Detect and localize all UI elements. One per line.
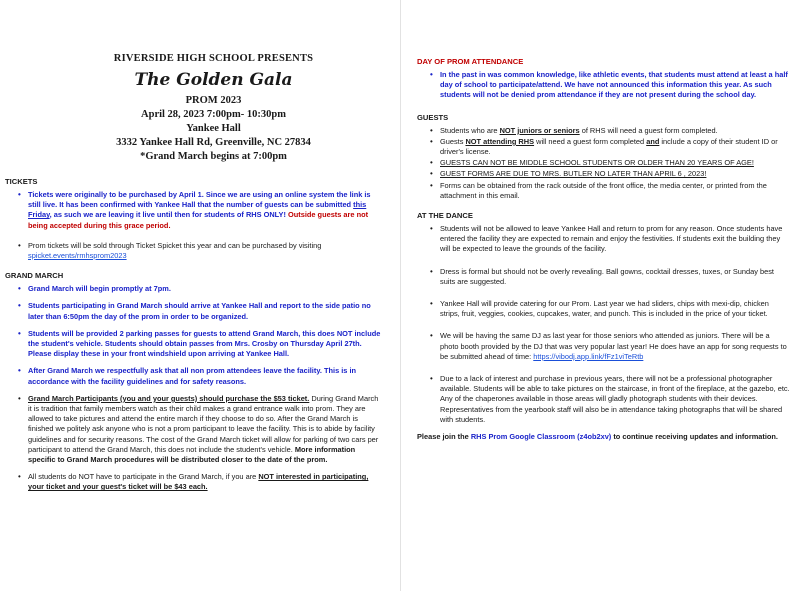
at-the-dance-heading: AT THE DANCE xyxy=(417,211,473,221)
list-item: • In the past in was common knowledge, like athletic events, that students must attend at least a half day of school to participate/attend. We have not announced this information this year. As such students will not be denied prom attendance if they are not present during the school day. xyxy=(440,70,790,101)
list-item: • Dress is formal but should not be overly revealing. Ball gowns, cocktail dresses, tuxes, or Sunday best suits are suggested. xyxy=(440,267,790,287)
school-presents: RIVERSIDE HIGH SCHOOL PRESENTS xyxy=(113,53,314,64)
list-item: • Students who are NOT juniors or seniors of RHS will need a guest form completed. xyxy=(440,126,790,136)
venue-address: 3332 Yankee Hall Rd, Greenville, NC 27834 xyxy=(116,137,311,148)
event-title: The Golden Gala xyxy=(134,70,293,90)
list-item: • Grand March Participants (you and your guests) should purchase the $53 ticket. During Grand March it is tradition that family members watch as their child makes a grand entrance walk into prom. They are allowed to take pictures and attend the entire march if they choose to do so. After the Grand March is finished we politely ask anyone who is not a prom participant to leave the facility. This is to abide by facility guidelines and for security reasons. The cost of the Grand March ticket will allow for parking of two cars per participant to attend the Grand March, this does not include the student's vehicle. More information specific to Grand March procedures will be distributed closer to the date of the prom. xyxy=(28,394,382,465)
prom-year: PROM 2023 xyxy=(185,95,242,106)
page-right xyxy=(400,0,800,591)
dj-app-link[interactable]: https://vibodj.app.link/fFz1viTeRtb xyxy=(533,351,644,361)
list-item: • Yankee Hall will provide catering for our Prom. Last year we had sliders, chips with mexi-dip, chicken strips, fruit, veggies, cookies, cupcakes, water, and punch. This is included in the price of your ticket. xyxy=(440,299,790,319)
grand-march-heading: GRAND MARCH xyxy=(5,271,64,281)
list-item: • GUEST FORMS ARE DUE TO MRS. BUTLER NO LATER THAN APRIL 6 , 2023! xyxy=(440,169,790,179)
list-item: • All students do NOT have to participate in the Grand March, if you are NOT interested in participating, your ticket and your guest's ticket will be $43 each. xyxy=(28,472,382,492)
list-item: • Students participating in Grand March should arrive at Yankee Hall and report to the side patio no later than 6:50pm the day of the prom in order to be organized. xyxy=(28,301,382,321)
event-date: April 28, 2023 7:00pm- 10:30pm xyxy=(141,109,286,120)
list-item: • We will be having the same DJ as last year for those seniors who attended as juniors. There will be a photo booth provided by the DJ that was very popular last year! He does have an app for song requests to be submitted ahead of time: https://vibodj.app.link/fFz1viTeRtb xyxy=(440,331,790,362)
list-item: • Guests NOT attending RHS will need a guest form completed and include a copy of their student ID or driver's license. xyxy=(440,137,790,157)
list-item: • Students will not be allowed to leave Yankee Hall and return to prom for any reason. Once students have entered the facility they are expected to remain and enjoy the festivities. If students exit the building they will be expected to leave the grounds of the facility. xyxy=(440,224,790,255)
ticket-link[interactable]: spicket.events/rmhsprom2023 xyxy=(28,251,127,261)
grand-march-list xyxy=(5,284,382,492)
list-item: • After Grand March we respectfully ask that all non prom attendees leave the facility. This is in accordance with the facility guidelines and for safety reasons. xyxy=(28,366,382,386)
list-item: • GUESTS CAN NOT BE MIDDLE SCHOOL STUDENTS OR OLDER THAN 20 YEARS OF AGE! xyxy=(440,158,790,168)
tickets-heading: TICKETS xyxy=(5,177,38,186)
guests-list xyxy=(417,126,790,201)
list-item: • Students will be provided 2 parking passes for guests to attend Grand March, this does NOT include the student's vehicle. Students should obtain passes from Mrs. Crosby on Thursday April 27th. Please display these in your front windshield upon arriving at Yankee Hall. xyxy=(28,329,382,360)
guests-heading: GUESTS xyxy=(417,112,449,122)
tickets-list xyxy=(5,190,382,261)
classroom-link[interactable]: RHS Prom Google Classroom (z4ob2xv) xyxy=(470,432,612,442)
list-item: • Tickets were originally to be purchased by April 1. Since we are using an online system the link is still live. It has been confirmed with Yankee Hall that the number of guests can be submitted this Friday, as such we are leaving it live until then for students of RHS ONLY! Outside guests are not being accepted during this grace period. xyxy=(28,190,382,231)
list-item: • Grand March will begin promptly at 7pm. xyxy=(28,284,382,294)
list-item: • Due to a lack of interest and purchase in previous years, there will not be a professional photographer available. Students will be able to take pictures on the staircase, in front of the fireplace, at the gazebo, etc. Any of the chaperones available in those areas will gladly photograph students with their devices. Representatives from the yearbook staff will also be in attendance taking photographs that will be shared with students. xyxy=(440,374,790,425)
event-header xyxy=(5,52,382,164)
venue-name: Yankee Hall xyxy=(186,123,241,134)
day-of-prom-list xyxy=(417,70,790,101)
list-item: • Prom tickets will be sold through Ticket Spicket this year and can be purchased by visiting spicket.events/rmhsprom2023 xyxy=(28,241,382,261)
footer-note: Please join the RHS Prom Google Classroom (z4ob2xv) to continue receiving updates and information. xyxy=(417,432,778,442)
list-item: • Forms can be obtained from the rack outside of the front office, the media center, or printed from the attachment in this email. xyxy=(440,181,790,201)
day-of-prom-heading: DAY OF PROM ATTENDANCE xyxy=(417,57,524,66)
at-the-dance-list xyxy=(417,224,790,425)
grand-march-time: *Grand March begins at 7:00pm xyxy=(140,151,287,162)
